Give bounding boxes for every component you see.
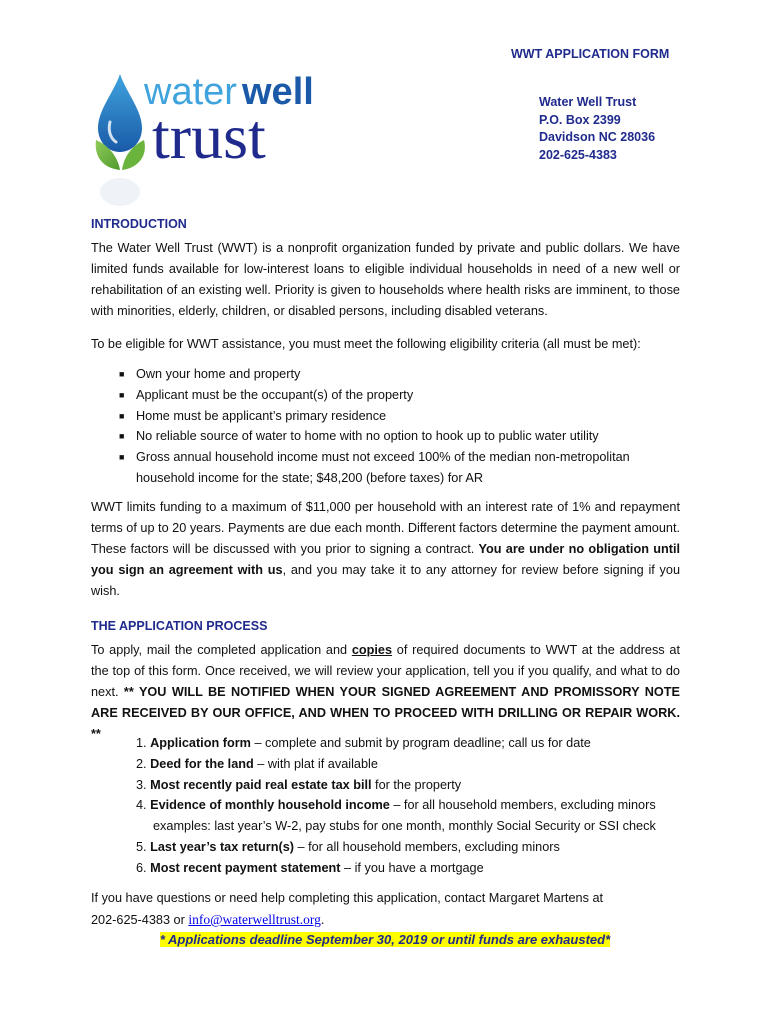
list-item: 4. Evidence of monthly household income – for all household members, excluding minors [136,798,656,813]
bullet-icon: ■ [119,369,125,379]
list-item: 1. Application form – complete and submit by program deadline; call us for date [136,736,591,750]
deadline-banner [0,932,770,947]
logo-word-well: well [242,71,314,113]
bullet-icon: ■ [119,389,125,400]
list-item: ■ Applicant must be the occupant(s) of the property [136,385,676,406]
process-paragraph: To apply, mail the completed application and copies of required documents to WWT at the address at the top of this form. Once received, we will review your application, tell you if you qualify, and what to do next. ** YOU WILL BE NOTIFIED WHEN YOUR SIGNED AGREEMENT AND PROMISSORY NOTE ARE RECEIVED BY OUR OFFICE, AND WHEN TO PROCEED WITH DRILLING OR REPAIR WORK. ** [91,643,680,741]
mailing-address [539,94,655,164]
list-item: ■ Gross annual household income must not exceed 100% of the median non-metropolitan household income for the state; $48,200 (before taxes) for AR [136,447,661,489]
contact-paragraph: If you have questions or need help completing this application, contact Margaret Martens at 202-625-4383 or info@waterwelltrust.org. [91,891,604,927]
water-drop-icon [98,74,142,152]
address-line: Davidson NC 28036 [539,130,656,144]
address-line: 202-625-4383 [539,147,617,162]
list-item: ■ No reliable source of water to home with no option to hook up to public water utility [136,426,676,447]
deadline-notice: * Applications deadline September 30, 2019 or until funds are exhausted* [159,932,611,947]
required-documents-list [136,733,656,879]
intro-heading: INTRODUCTION [91,217,187,231]
email-link[interactable]: info@waterwelltrust.org [188,912,321,927]
water-well-trust-logo [92,70,362,210]
no-obligation-notice: You are under no obligation until you sign an agreement with us [91,542,680,577]
list-item: 6. Most recent payment statement – if you have a mortgage [136,860,484,875]
address-line: Water Well Trust [539,95,637,109]
list-item: 3. Most recently paid real estate tax bill for the property [136,777,462,792]
list-item: ■ Own your home and property [136,364,676,385]
form-title: WWT APPLICATION FORM [511,47,670,61]
copies-emphasis: copies [351,643,393,657]
list-item: examples: last year’s W-2, pay stubs for one month, monthly Social Security or SSI check [153,819,656,834]
logo-word-trust: trust [152,101,266,172]
bullet-icon: ■ [119,452,125,463]
intro-paragraph: The Water Well Trust (WWT) is a nonprofit organization funded by private and public dollars. We have limited funds available for low-interest loans to eligible individual households in need of a new well or rehabilitation of an existing well. Priority is given to households where health risks are imminent, to those with minorities, elderly, children, or disabled persons, including disabled veterans. [91,241,680,318]
eligibility-criteria-list [119,364,676,489]
list-item: ■ Home must be applicant’s primary residence [136,406,676,427]
list-item: 5. Last year’s tax return(s) – for all household members, excluding minors [136,839,560,854]
process-heading: THE APPLICATION PROCESS [91,619,268,633]
notification-notice: ** YOU WILL BE NOTIFIED WHEN YOUR SIGNED AGREEMENT AND PROMISSORY NOTE ARE RECEIVED BY OUR OFFICE, AND WHEN TO PROCEED WITH DRILLING OR REPAIR WORK. ** [91,685,680,741]
bullet-icon: ■ [119,431,125,442]
list-item: 2. Deed for the land – with plat if available [136,756,378,771]
funding-paragraph: WWT limits funding to a maximum of $11,000 per household with an interest rate of 1% and repayment terms of up to 20 years. Payments are due each month. Different factors determine the payment amount. These factors will be discussed with you prior to signing a contract. You are under no obligation until you sign an agreement with us, and you may take it to any attorney for review before signing if you wish. [91,500,680,598]
logo-word-water: water [144,71,237,113]
address-line: P.O. Box 2399 [539,112,621,127]
bullet-icon: ■ [119,410,125,421]
eligibility-intro: To be eligible for WWT assistance, you must meet the following eligibility criteria (all must be met): [91,337,641,351]
